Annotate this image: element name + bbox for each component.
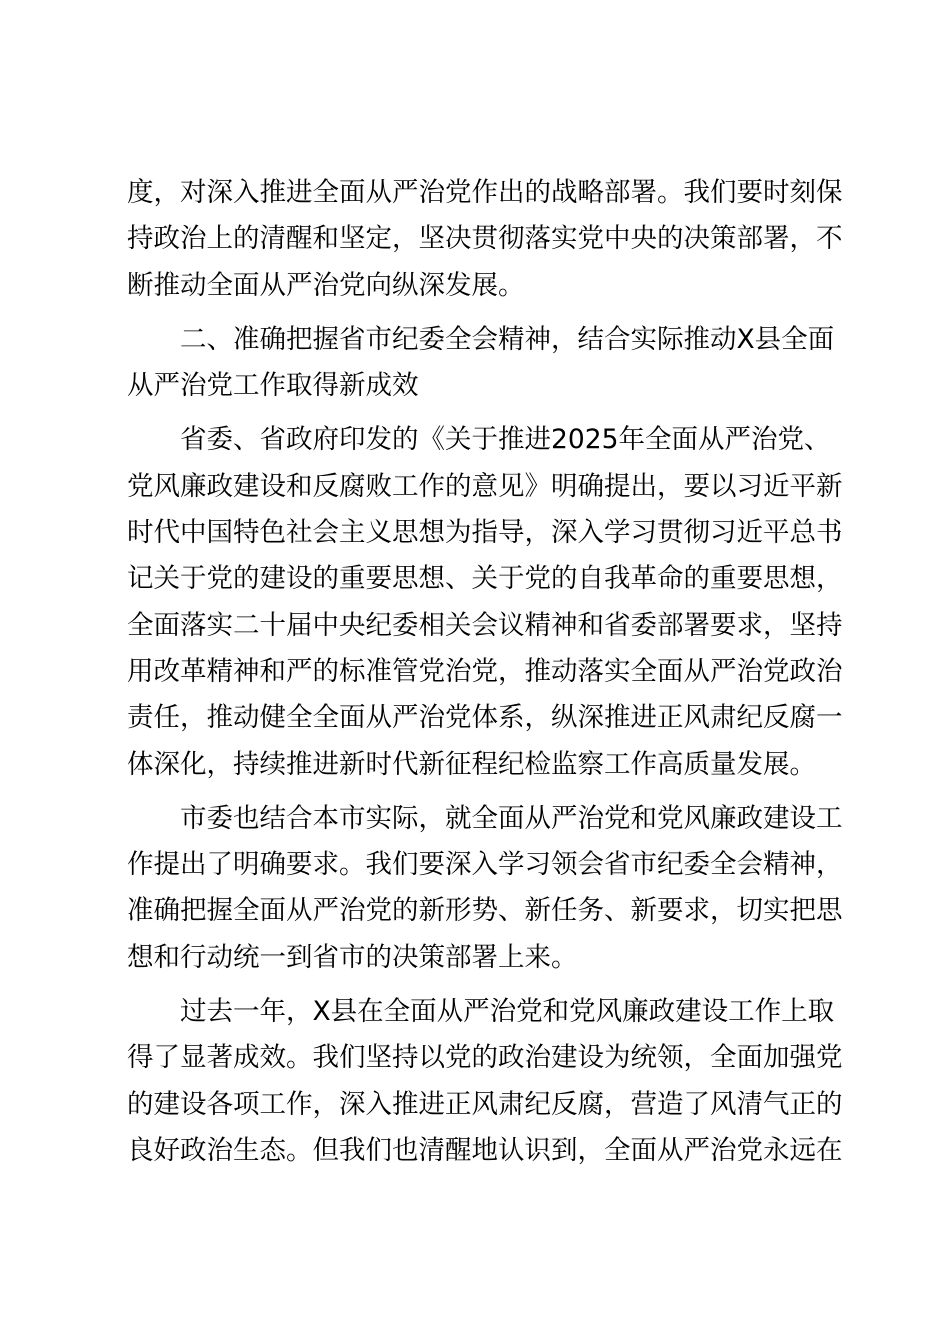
paragraph-first-line: 省委、省政府印发的《关于推进2025年全面从严治党、 — [180, 424, 831, 456]
paragraph-gap — [127, 309, 819, 317]
text-line: 记关于党的建设的重要思想、关于党的自我革命的重要思想， — [127, 563, 843, 595]
paragraph-gap — [127, 788, 819, 796]
text-line: 从严治党工作取得新成效 — [127, 370, 419, 402]
text-line: 良好政治生态。但我们也清醒地认识到，全面从严治党永远在 — [127, 1134, 843, 1166]
text-line: 党风廉政建设和反腐败工作的意见》明确提出，要以习近平新 — [127, 470, 843, 502]
text-line: 的建设各项工作，深入推进正风肃纪反腐，营造了风清气正的 — [127, 1088, 843, 1120]
text-line: 准确把握全面从严治党的新形势、新任务、新要求，切实把思 — [127, 895, 843, 927]
text-line: 持政治上的清醒和坚定，坚决贯彻落实党中央的决策部署，不 — [127, 223, 843, 255]
text-line: 断推动全面从严治党向纵深发展。 — [127, 269, 525, 301]
text-line: 想和行动统一到省市的决策部署上来。 — [127, 941, 578, 973]
document-body — [127, 170, 843, 1174]
text-line: 全面落实二十届中央纪委相关会议精神和省委部署要求，坚持 — [127, 609, 843, 641]
text-line: 用改革精神和严的标准管党治党，推动落实全面从严治党政治 — [127, 655, 843, 687]
paragraph-first-line: 二、准确把握省市纪委全会精神，结合实际推动X县全面 — [180, 323, 835, 355]
text-line: 度，对深入推进全面从严治党作出的战略部署。我们要时刻保 — [127, 177, 843, 208]
paragraph-first-line: 过去一年，X县在全面从严治党和党风廉政建设工作上取 — [180, 996, 835, 1028]
text-line: 责任，推动健全全面从严治党体系，纵深推进正风肃纪反腐一 — [127, 702, 843, 734]
text-line: 体深化，持续推进新时代新征程纪检监察工作高质量发展。 — [127, 748, 816, 780]
text-line: 作提出了明确要求。我们要深入学习领会省市纪委全会精神， — [127, 849, 843, 881]
paragraph-gap — [127, 409, 819, 417]
paragraph-gap — [127, 981, 819, 989]
text-line: 时代中国特色社会主义思想为指导，深入学习贯彻习近平总书 — [127, 517, 843, 549]
paragraph-first-line: 市委也结合本市实际，就全面从严治党和党风廉政建设工 — [180, 802, 843, 834]
text-line: 得了显著成效。我们坚持以党的政治建设为统领，全面加强党 — [127, 1042, 843, 1074]
